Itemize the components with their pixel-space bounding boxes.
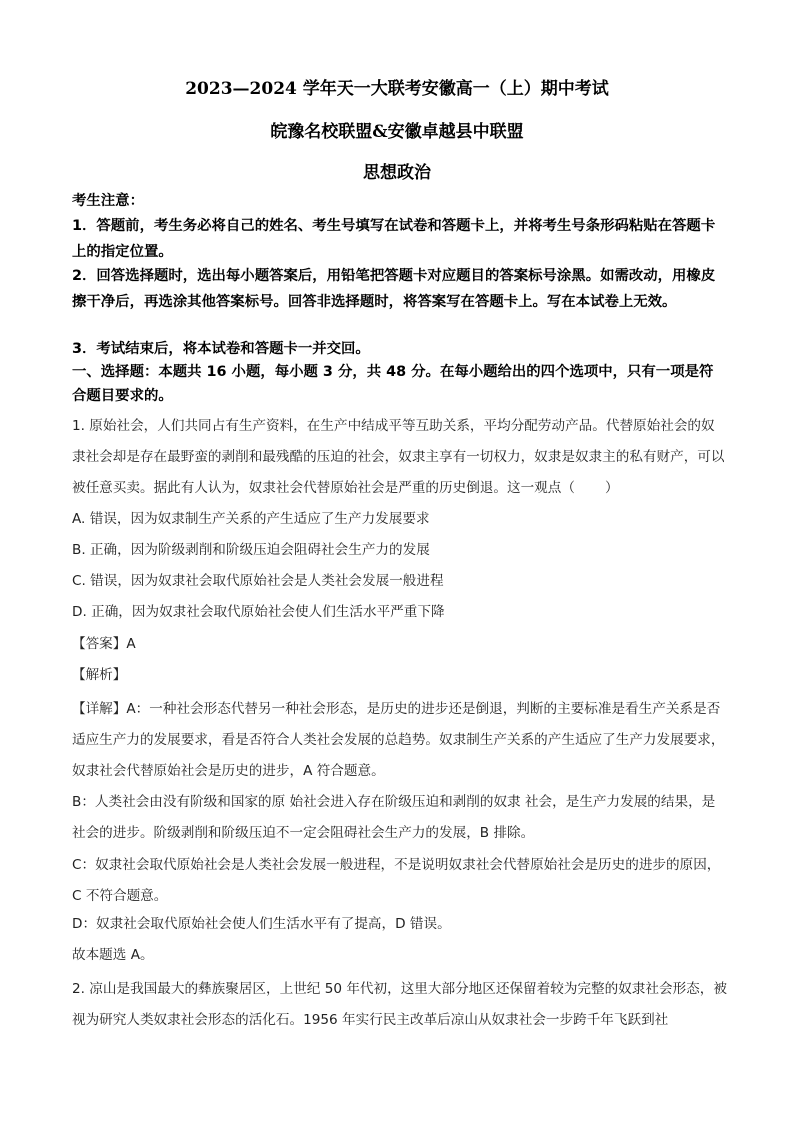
exam-alliance: 皖豫名校联盟&安徽卓越县中联盟 [270,122,524,142]
question-1-option-b: B. 正确，因为阶级剥削和阶级压迫会阻碍社会生产力的发展 [72,542,430,558]
question-1-option-d: D. 正确，因为奴隶社会取代原始社会使人们生活水平严重下降 [72,604,445,620]
detail-b: B：人类社会由没有阶级和国家的原 始社会进入存在阶级压迫和剥削的奴隶 社会，是生产力发展的结果，是社会的进步。阶级剥削和阶级压迫不一定会阻碍社会生产力的发展，B 排除。 [72,794,716,841]
notice-heading: 考生注意： [72,193,144,209]
question-1-stem-close: ） [604,480,619,496]
exam-subject: 思想政治 [363,163,431,183]
section-heading: 一、选择题：本题共 16 小题，每小题 3 分，共 48 分。在每小题给出的四个选项中，只有一项是符合题目要求的。 [72,364,714,404]
question-2-stem: 2. 凉山是我国最大的彝族聚居区，上世纪 50 年代初，这里大部分地区还保留着较为完整的奴隶社会形态，被视为研究人类奴隶社会形态的活化石。1956 年实行民主改革后凉山从奴隶社会一步跨千年飞跃到社 [72,981,727,1028]
exam-title: 2023—2024 学年天一大联考安徽高一（上）期中考试 [185,79,609,99]
notice-item-2: 2．回答选择题时，选出每小题答案后，用铅笔把答题卡对应题目的答案标号涂黑。如需改动，用橡皮擦干净后，再选涂其他答案标号。回答非选择题时，将答案写在答题卡上。写在本试卷上无效。 [72,268,716,310]
notice-item-1: 1．答题前，考生务必将自己的姓名、考生号填写在试卷和答题卡上，并将考生号条形码粘贴在答题卡上的指定位置。 [72,218,716,260]
question-1-stem-text: 1. 原始社会，人们共同占有生产资料，在生产中结成平等互助关系，平均分配劳动产品。代替原始社会的奴隶社会却是存在最野蛮的剥削和最残酷的压迫的社会，奴隶主享有一切权力，奴隶是奴隶主的私有财产，可以被任意买卖。据此有人认为，奴隶社会代替原始社会是严重的历史倒退。这一观点（ [72,418,725,496]
question-1-option-a: A. 错误，因为奴隶制生产关系的产生适应了生产力发展要求 [72,511,430,527]
conclusion: 故本题选 A。 [72,947,154,963]
question-1-option-c: C. 错误，因为奴隶社会取代原始社会是人类社会发展一般进程 [72,573,444,589]
detail-c: C：奴隶社会取代原始社会是人类社会发展一般进程，不是说明奴隶社会代替原始社会是历史的进步的原因，C 不符合题意。 [72,857,721,904]
notice-item-3: 3．考试结束后，将本试卷和答题卡一并交回。 [72,341,370,357]
question-1-stem [72,411,727,504]
detail-a: 【详解】A：一种社会形态代替另一种社会形态，是历史的进步还是倒退，判断的主要标准是看生产关系是否适应生产力的发展要求，看是否符合人类社会发展的总趋势。奴隶制生产关系的产生适应了生产力发展要求，奴隶社会代替原始社会是历史的进步，A 符合题意。 [72,701,725,779]
analysis-label: 【解析】 [72,667,127,683]
detail-d: D：奴隶社会取代原始社会使人们生活水平有了提高，D 错误。 [72,916,451,932]
answer-label: 【答案】A [72,636,136,652]
